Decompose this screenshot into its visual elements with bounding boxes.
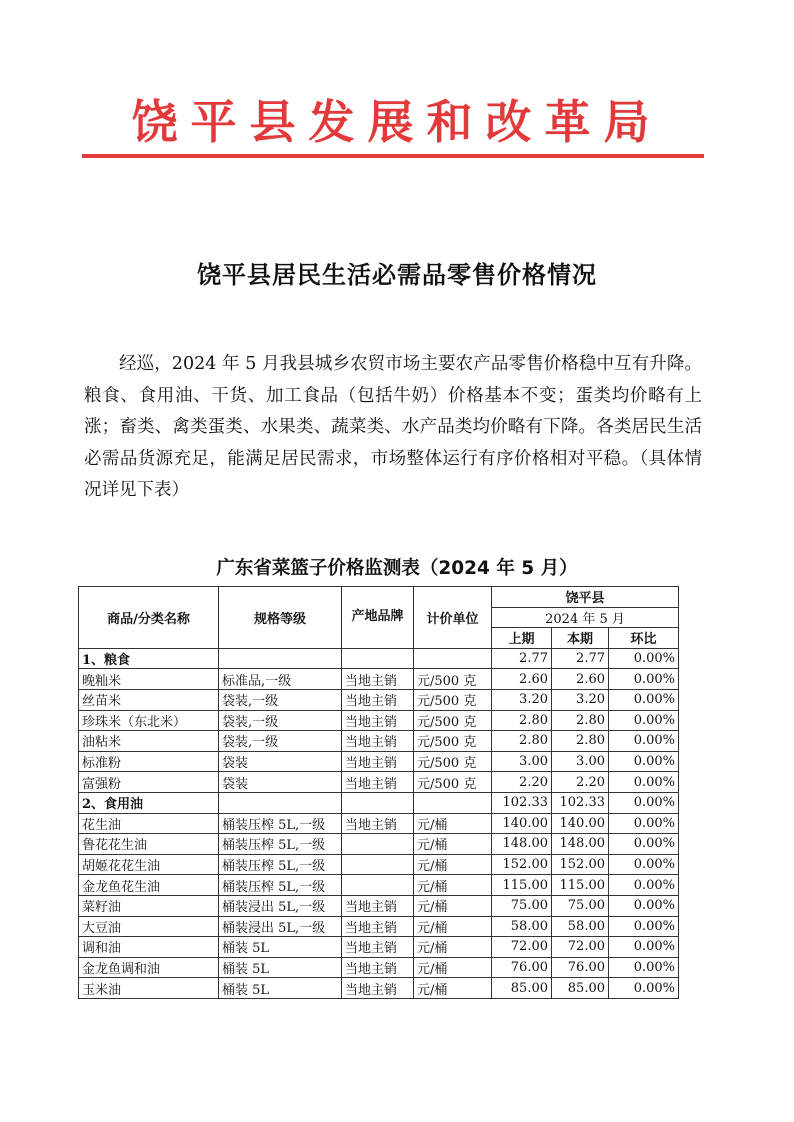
header-region: 饶平县 <box>492 587 679 608</box>
cell-prev: 58.00 <box>492 916 552 937</box>
cell-origin <box>342 834 414 855</box>
cell-spec: 袋装 <box>219 772 342 793</box>
price-table <box>78 586 679 999</box>
cell-change: 0.00% <box>609 916 679 937</box>
cell-curr: 85.00 <box>552 978 609 999</box>
cell-curr: 2.20 <box>552 772 609 793</box>
cell-unit: 元/桶 <box>414 895 492 916</box>
cell-unit: 元/500 克 <box>414 669 492 690</box>
cell-unit: 元/桶 <box>414 875 492 896</box>
table-row <box>79 689 679 710</box>
cell-spec: 桶装 5L <box>219 937 342 958</box>
cell-spec: 标准品,一级 <box>219 669 342 690</box>
cell-unit: 元/500 克 <box>414 710 492 731</box>
cell-unit: 元/桶 <box>414 957 492 978</box>
cell-spec <box>219 648 342 669</box>
cell-curr: 115.00 <box>552 875 609 896</box>
header-curr: 本期 <box>552 628 609 649</box>
cell-spec: 桶装浸出 5L,一级 <box>219 916 342 937</box>
cell-name: 花生油 <box>79 813 219 834</box>
document-title: 饶平县居民生活必需品零售价格情况 <box>197 261 597 289</box>
cell-origin <box>342 792 414 813</box>
cell-spec: 桶装浸出 5L,一级 <box>219 895 342 916</box>
cell-spec: 桶装 5L <box>219 957 342 978</box>
header-name: 商品/分类名称 <box>79 587 219 649</box>
cell-curr: 75.00 <box>552 895 609 916</box>
cell-curr: 140.00 <box>552 813 609 834</box>
table-row <box>79 854 679 875</box>
cell-origin: 当地主销 <box>342 895 414 916</box>
table-row <box>79 834 679 855</box>
cell-origin: 当地主销 <box>342 813 414 834</box>
table-row <box>79 710 679 731</box>
cell-prev: 115.00 <box>492 875 552 896</box>
header-period: 2024 年 5 月 <box>492 607 679 628</box>
cell-origin: 当地主销 <box>342 710 414 731</box>
cell-name: 调和油 <box>79 937 219 958</box>
cell-spec: 袋装,一级 <box>219 731 342 752</box>
letterhead-rule <box>82 154 704 158</box>
table-row <box>79 957 679 978</box>
cell-name: 丝苗米 <box>79 689 219 710</box>
cell-origin: 当地主销 <box>342 916 414 937</box>
cell-name: 鲁花花生油 <box>79 834 219 855</box>
cell-name: 胡姬花花生油 <box>79 854 219 875</box>
cell-name: 1、粮食 <box>79 648 219 669</box>
cell-unit <box>414 792 492 813</box>
table-row <box>79 916 679 937</box>
cell-curr: 102.33 <box>552 792 609 813</box>
cell-prev: 2.77 <box>492 648 552 669</box>
cell-change: 0.00% <box>609 689 679 710</box>
cell-name: 珍珠米（东北米） <box>79 710 219 731</box>
table-row <box>79 731 679 752</box>
cell-name: 油粘米 <box>79 731 219 752</box>
cell-change: 0.00% <box>609 792 679 813</box>
cell-prev: 85.00 <box>492 978 552 999</box>
cell-unit: 元/桶 <box>414 978 492 999</box>
cell-curr: 2.80 <box>552 731 609 752</box>
summary-paragraph: 经巡，2024 年 5 月我县城乡农贸市场主要农产品零售价格稳中互有升降。粮食、食用油、干货、加工食品（包括牛奶）价格基本不变；蛋类均价略有上涨；畜类、禽类蛋类、水果类、蔬菜类、水产品类均价略有下降。各类居民生活必需品货源充足，能满足居民需求，市场整体运行有序价格相对平稳。（具体情况详见下表） <box>84 354 702 500</box>
cell-origin: 当地主销 <box>342 772 414 793</box>
cell-curr: 2.77 <box>552 648 609 669</box>
cell-curr: 58.00 <box>552 916 609 937</box>
header-origin: 产地品牌 <box>342 587 414 649</box>
cell-unit: 元/500 克 <box>414 689 492 710</box>
cell-unit <box>414 648 492 669</box>
cell-change: 0.00% <box>609 751 679 772</box>
cell-name: 玉米油 <box>79 978 219 999</box>
cell-change: 0.00% <box>609 669 679 690</box>
cell-unit: 元/桶 <box>414 854 492 875</box>
cell-curr: 148.00 <box>552 834 609 855</box>
cell-prev: 2.80 <box>492 710 552 731</box>
cell-prev: 2.60 <box>492 669 552 690</box>
cell-prev: 2.80 <box>492 731 552 752</box>
cell-spec: 桶装压榨 5L,一级 <box>219 813 342 834</box>
cell-unit: 元/桶 <box>414 813 492 834</box>
cell-origin: 当地主销 <box>342 978 414 999</box>
cell-change: 0.00% <box>609 937 679 958</box>
cell-prev: 102.33 <box>492 792 552 813</box>
cell-spec <box>219 792 342 813</box>
cell-curr: 72.00 <box>552 937 609 958</box>
cell-change: 0.00% <box>609 957 679 978</box>
cell-change: 0.00% <box>609 895 679 916</box>
cell-name: 富强粉 <box>79 772 219 793</box>
cell-spec: 桶装压榨 5L,一级 <box>219 875 342 896</box>
cell-unit: 元/500 克 <box>414 751 492 772</box>
cell-prev: 75.00 <box>492 895 552 916</box>
cell-curr: 3.20 <box>552 689 609 710</box>
cell-change: 0.00% <box>609 772 679 793</box>
table-row <box>79 751 679 772</box>
cell-origin: 当地主销 <box>342 751 414 772</box>
cell-name: 菜籽油 <box>79 895 219 916</box>
cell-spec: 袋装 <box>219 751 342 772</box>
cell-name: 金龙鱼调和油 <box>79 957 219 978</box>
cell-origin <box>342 875 414 896</box>
cell-spec: 袋装,一级 <box>219 689 342 710</box>
cell-prev: 148.00 <box>492 834 552 855</box>
cell-unit: 元/500 克 <box>414 772 492 793</box>
header-prev: 上期 <box>492 628 552 649</box>
cell-prev: 2.20 <box>492 772 552 793</box>
table-row <box>79 875 679 896</box>
table-row <box>79 978 679 999</box>
cell-change: 0.00% <box>609 834 679 855</box>
cell-name: 晚籼米 <box>79 669 219 690</box>
category-row <box>79 648 679 669</box>
cell-unit: 元/500 克 <box>414 731 492 752</box>
cell-spec: 袋装,一级 <box>219 710 342 731</box>
cell-change: 0.00% <box>609 813 679 834</box>
cell-origin: 当地主销 <box>342 731 414 752</box>
cell-change: 0.00% <box>609 710 679 731</box>
cell-origin <box>342 854 414 875</box>
cell-prev: 76.00 <box>492 957 552 978</box>
cell-name: 大豆油 <box>79 916 219 937</box>
cell-curr: 3.00 <box>552 751 609 772</box>
cell-origin: 当地主销 <box>342 937 414 958</box>
letterhead-org-name: 饶平县发展和改革局 <box>131 95 663 149</box>
table-row <box>79 937 679 958</box>
table-row <box>79 895 679 916</box>
cell-origin: 当地主销 <box>342 957 414 978</box>
cell-change: 0.00% <box>609 731 679 752</box>
header-unit: 计价单位 <box>414 587 492 649</box>
cell-origin: 当地主销 <box>342 689 414 710</box>
cell-prev: 140.00 <box>492 813 552 834</box>
cell-unit: 元/桶 <box>414 916 492 937</box>
cell-prev: 152.00 <box>492 854 552 875</box>
cell-origin <box>342 648 414 669</box>
cell-prev: 3.20 <box>492 689 552 710</box>
category-row <box>79 792 679 813</box>
cell-curr: 2.80 <box>552 710 609 731</box>
cell-name: 金龙鱼花生油 <box>79 875 219 896</box>
header-spec: 规格等级 <box>219 587 342 649</box>
cell-spec: 桶装 5L <box>219 978 342 999</box>
table-row <box>79 669 679 690</box>
table-row <box>79 813 679 834</box>
cell-name: 2、食用油 <box>79 792 219 813</box>
cell-spec: 桶装压榨 5L,一级 <box>219 834 342 855</box>
cell-prev: 3.00 <box>492 751 552 772</box>
table-row <box>79 772 679 793</box>
cell-spec: 桶装压榨 5L,一级 <box>219 854 342 875</box>
cell-name: 标准粉 <box>79 751 219 772</box>
cell-change: 0.00% <box>609 854 679 875</box>
cell-origin: 当地主销 <box>342 669 414 690</box>
cell-change: 0.00% <box>609 648 679 669</box>
cell-change: 0.00% <box>609 978 679 999</box>
cell-curr: 152.00 <box>552 854 609 875</box>
cell-change: 0.00% <box>609 875 679 896</box>
cell-curr: 76.00 <box>552 957 609 978</box>
table-title: 广东省菜篮子价格监测表（2024 年 5 月） <box>216 558 578 579</box>
header-change: 环比 <box>609 628 679 649</box>
cell-unit: 元/桶 <box>414 834 492 855</box>
cell-curr: 2.60 <box>552 669 609 690</box>
cell-unit: 元/桶 <box>414 937 492 958</box>
cell-prev: 72.00 <box>492 937 552 958</box>
